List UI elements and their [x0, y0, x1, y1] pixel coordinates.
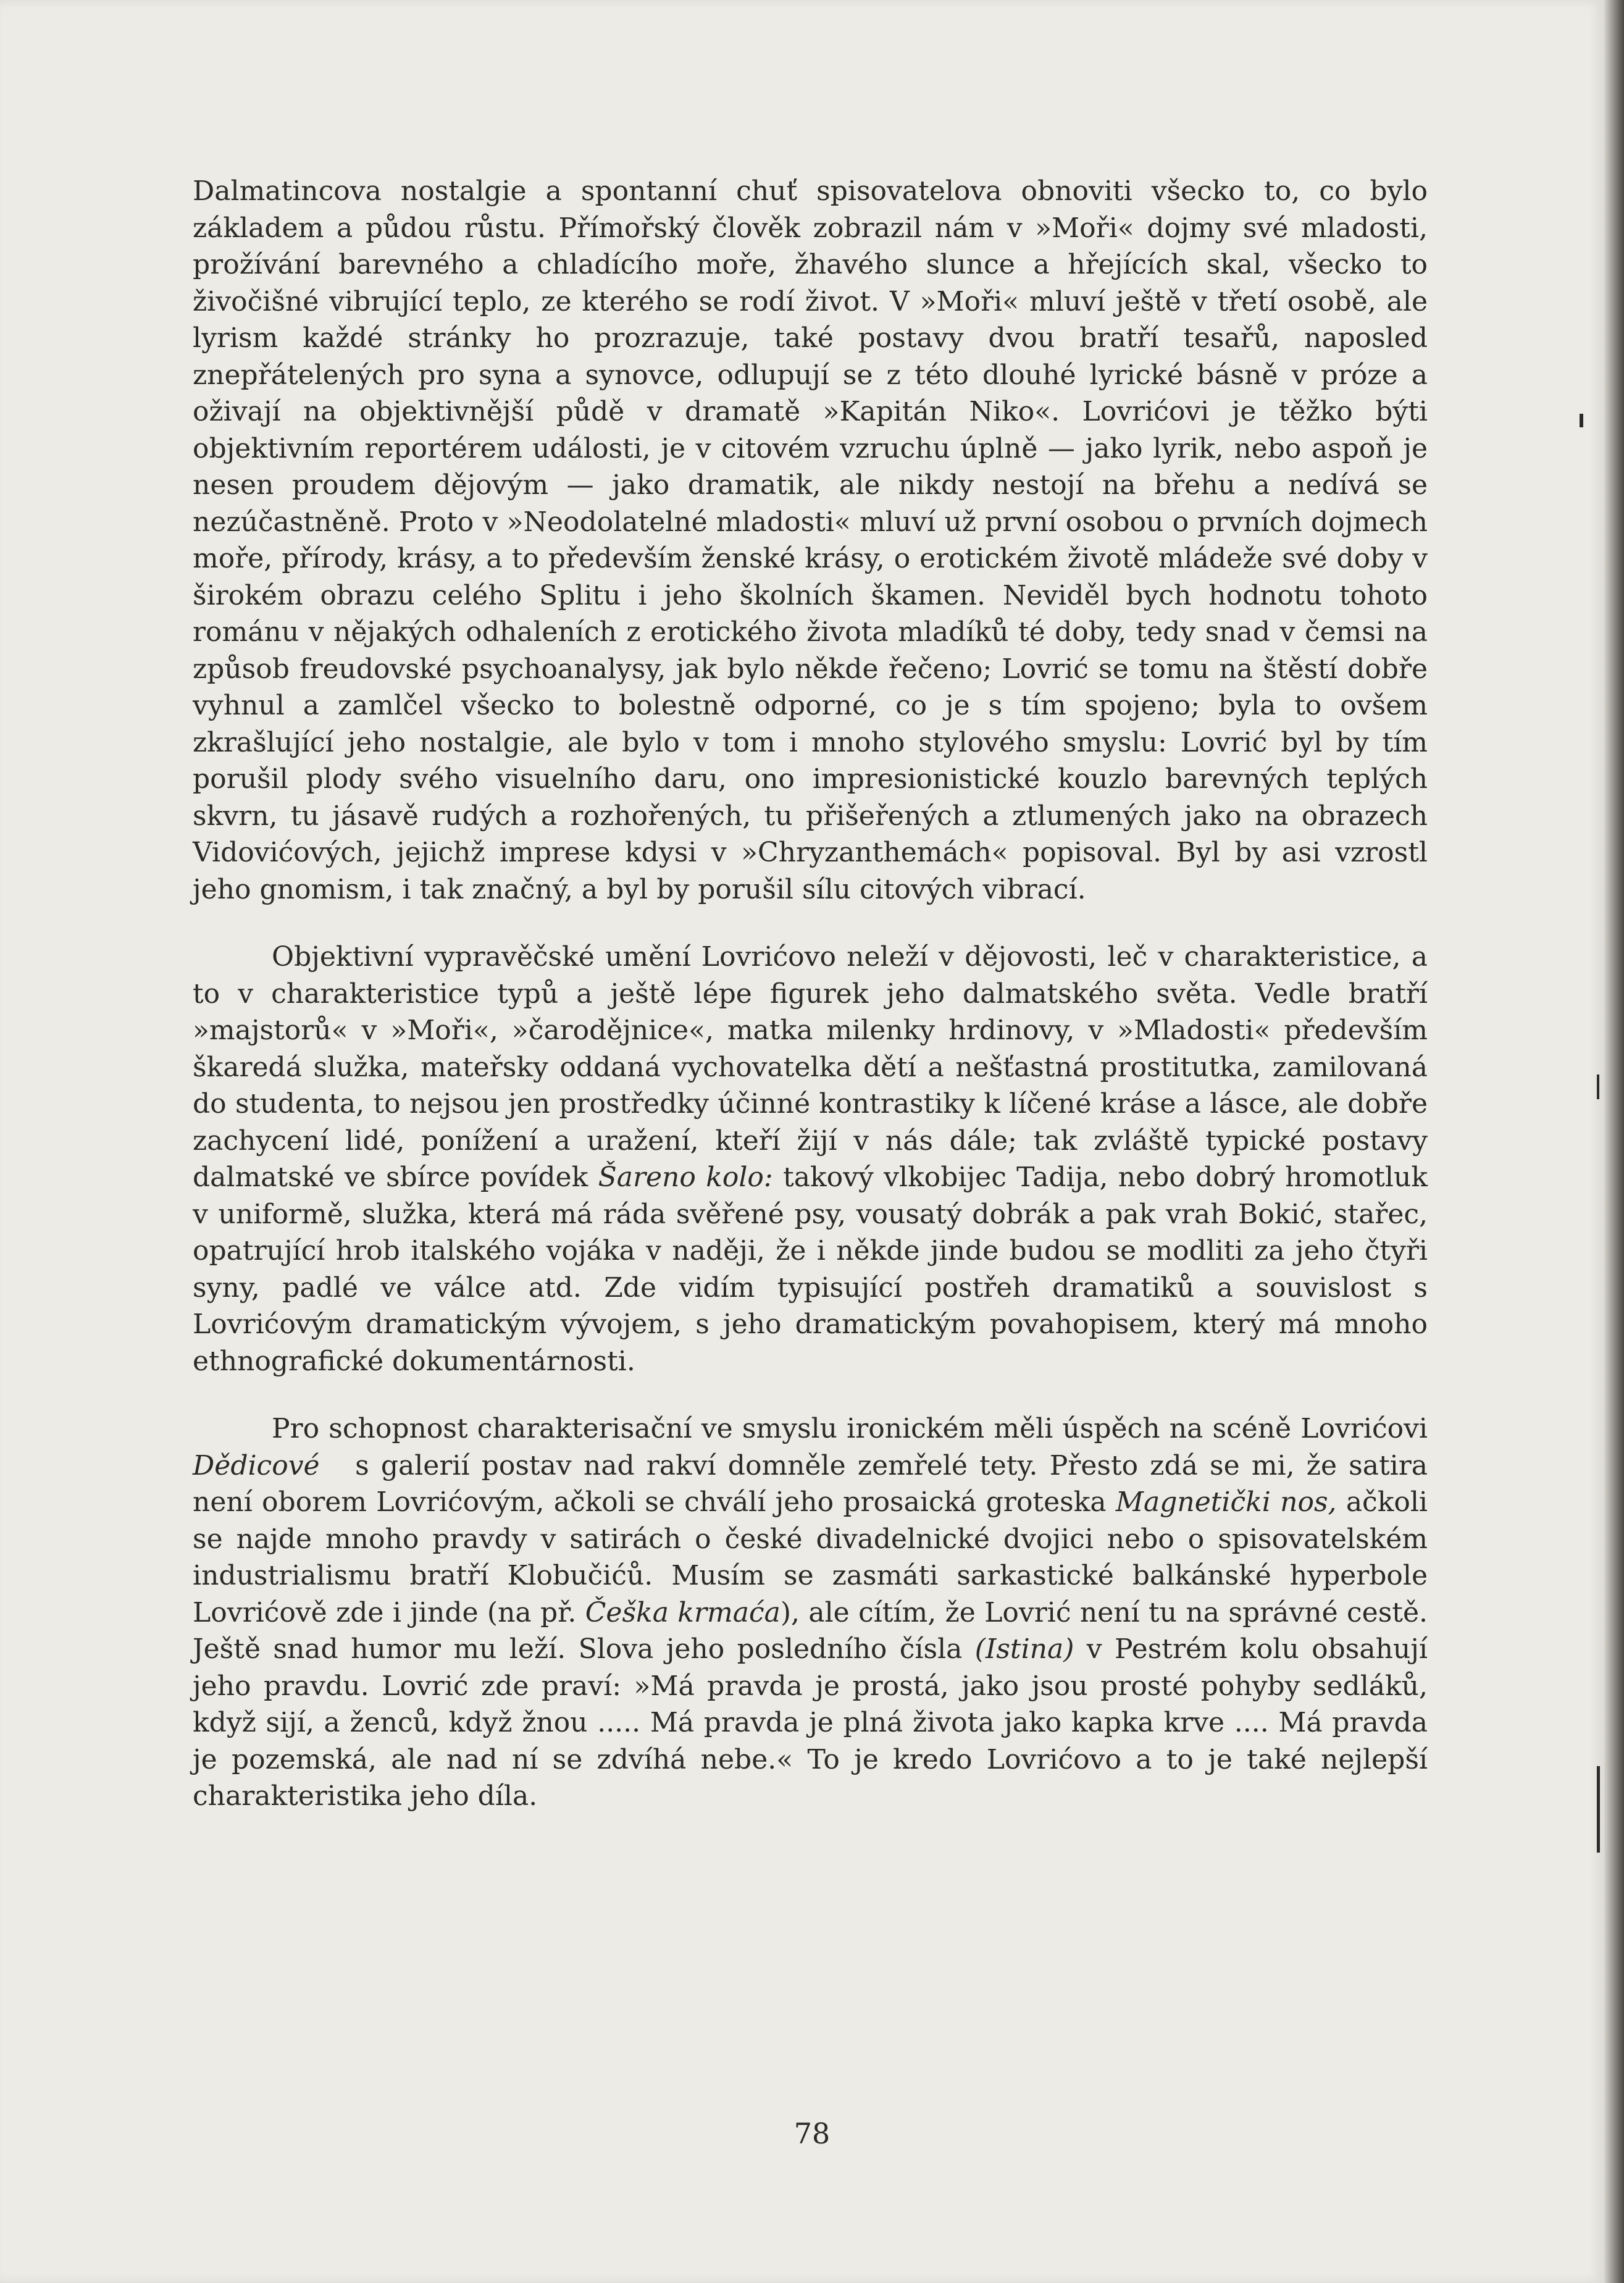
paragraph-3-part-5: v Pestrém kolu obsahují jeho pravdu. Lovrić zde praví: »Má pravda je prostá, jako jsou prosté pohyby sedláků, když sijí, a ženců, když žnou ..... Má pravda je plná života jako kapka krve .... Má pravda je pozemská, ale nad ní se zdvíhá nebe.« To je kredo Lovrićovo a to je také nejlepší charakteristika jeho díla.	[193, 1633, 1428, 1812]
paragraph-1	[193, 173, 1428, 908]
margin-mark-top	[1580, 414, 1583, 427]
title-sareno-kolo: Šareno kolo:	[598, 1162, 773, 1193]
title-dedicove: Dědicové	[193, 1449, 320, 1481]
body-text	[193, 173, 1428, 1815]
paragraph-3-part-1: Pro schopnost charakterisační ve smyslu ironickém měli úspěch na scéně Lovrićovi	[272, 1413, 1428, 1444]
margin-mark-bottom	[1597, 1766, 1600, 1853]
paragraph-3-part-4: ), ale cítím, že Lovrić není tu na správné cestě. Ještě snad humor mu leží. Slova jeho posledního čísla	[193, 1596, 1428, 1665]
title-istina: (Istina)	[974, 1633, 1074, 1665]
paragraph-3-part-2: s galerií postav nad rakví domněle zemřelé tety. Přesto zdá se mi, že satira není oborem Lovrićovým, ačkoli se chválí jeho prosaická groteska	[193, 1449, 1428, 1518]
paragraph-3	[193, 1410, 1428, 1815]
paragraph-2-text: Objektivní vypravěčské umění Lovrićovo neleží v dějovosti, leč v charakteristice, a to v charakteristice typů a ještě lépe figurek jeho dalmatského světa. Vedle bratří »majstorů« v »Moři«, »čarodějnice«, matka milenky hrdinovy, v »Mladosti« především škaredá služka, mateřsky oddaná vychovatelka dětí a nešťastná prostitutka, zamilovaná do studenta, to nejsou jen prostředky účinné kontrastiky k líčené kráse a lásce, ale dobře zachycení lidé, ponížení a uražení, kteří žijí v nás dále; tak zvláště typické postavy dalmatské ve sbírce povídek	[193, 941, 1428, 1193]
margin-mark-middle	[1597, 1074, 1599, 1099]
page-edge-shadow	[1604, 0, 1624, 2283]
paragraph-2-text-after: takový vlkobijec Tadija, nebo dobrý hromotluk v uniformě, služka, která má ráda svěřené psy, vousatý dobrák a pak vrah Bokić, stařec, opatrující hrob italského vojáka v naději, že i někde jinde budou se modliti za jeho čtyři syny, padlé ve válce atd. Zde vidím typisující postřeh dramatiků a souvislost s Lovrićovým dramatickým vývojem, s jeho dramatickým povahopisem, který má mnoho ethnografické dokumentárnosti.	[193, 1162, 1428, 1377]
paragraph-3-part-3: ačkoli se najde mnoho pravdy v satirách o české divadelnické dvojici nebo o spisovatelském industrialismu bratří Klobučićů. Musím se zasmáti sarkastické balkánské hyperbole Lovrićově zde i jinde (na př.	[193, 1486, 1428, 1628]
page-number: 78	[793, 2117, 831, 2150]
paragraph-2	[193, 939, 1428, 1380]
paragraph-1-text: Dalmatincova nostalgie a spontanní chuť spisovatelova obnoviti všecko to, co bylo základem a půdou růstu. Přímořský člověk zobrazil nám v »Moři« dojmy své mladosti, prožívání barevného a chladícího moře, žhavého slunce a hřejících skal, všecko to živočišné vibrující teplo, ze kterého se rodí život. V »Moři« mluví ještě v třetí osobě, ale lyrism každé stránky ho prozrazuje, také postavy dvou bratří tesařů, naposled znepřátelených pro syna a synovce, odlupují se z této dlouhé lyrické básně v próze a oživají na objektivnější půdě v dramatě »Kapitán Niko«. Lovrićovi je těžko býti objektivním reportérem události, je v citovém vzruchu úplně — jako lyrik, nebo aspoň je nesen proudem dějovým — jako dramatik, ale nikdy nestojí na břehu a nedívá se nezúčastněně. Proto v »Neodolatelné mladosti« mluví už první osobou o prvních dojmech moře, přírody, krásy, a to především ženské krásy, o erotickém životě mládeže své doby v širokém obrazu celého Splitu i jeho školních škamen. Neviděl bych hodnotu tohoto románu v nějakých odhaleních z erotického života mladíků té doby, tedy snad v čemsi na způsob freudovské psychoanalysy, jak bylo někde řečeno; Lovrić se tomu na štěstí dobře vyhnul a zamlčel všecko to bolestně odporné, co je s tím spojeno; byla to ovšem zkrašlující jeho nostalgie, ale bylo v tom i mnoho stylového smyslu: Lovrić byl by tím porušil plody svého visuelního daru, ono impresionistické kouzlo barevných teplých skvrn, tu jásavě rudých a rozhořených, tu přišeřených a ztlumených jako na obrazech Vidovićových, jejichž imprese kdysi v »Chryzanthemách« popisoval. Byl by asi vzrostl jeho gnomism, i tak značný, a byl by porušil sílu citových vibrací.	[193, 175, 1428, 905]
title-magneticki-nos: Magnetički nos,	[1115, 1486, 1337, 1518]
title-ceska-krmaca: Češka krmaća	[585, 1596, 781, 1628]
